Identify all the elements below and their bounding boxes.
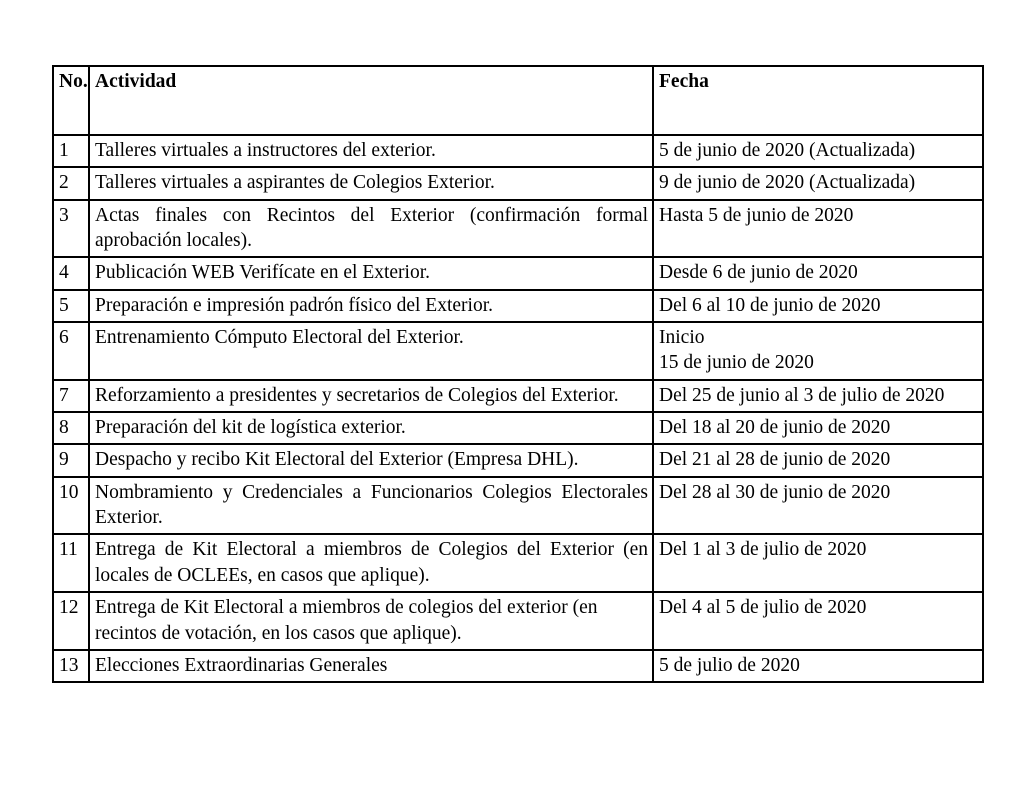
- table-row: [53, 200, 983, 258]
- date-cell: [653, 322, 983, 380]
- schedule-table: [52, 65, 984, 683]
- activity-cell: Actas finales con Recintos del Exterior (confirmación formal aprobación locales).: [89, 200, 653, 258]
- activity-cell: Talleres virtuales a aspirantes de Colegios Exterior.: [89, 167, 653, 199]
- date-cell: Del 28 al 30 de junio de 2020: [653, 477, 983, 535]
- table-row: [53, 534, 983, 592]
- row-number: 11: [53, 534, 89, 592]
- row-number: 12: [53, 592, 89, 650]
- date-cell: 5 de junio de 2020 (Actualizada): [653, 135, 983, 167]
- table-row: [53, 290, 983, 322]
- row-number: 10: [53, 477, 89, 535]
- row-number: 8: [53, 412, 89, 444]
- row-number: 5: [53, 290, 89, 322]
- column-header-fecha: Fecha: [653, 66, 983, 135]
- table-row: [53, 650, 983, 682]
- activity-cell: Entrega de Kit Electoral a miembros de colegios del exterior (en recintos de votación, en los casos que aplique).: [89, 592, 653, 650]
- row-number: 1: [53, 135, 89, 167]
- activity-cell: Despacho y recibo Kit Electoral del Exterior (Empresa DHL).: [89, 444, 653, 476]
- activity-cell: Publicación WEB Verifícate en el Exterior.: [89, 257, 653, 289]
- table-row: [53, 257, 983, 289]
- date-cell: Del 6 al 10 de junio de 2020: [653, 290, 983, 322]
- table-body: [53, 135, 983, 682]
- table-row: [53, 167, 983, 199]
- activity-cell: Reforzamiento a presidentes y secretarios de Colegios del Exterior.: [89, 380, 653, 412]
- activity-cell: Preparación e impresión padrón físico del Exterior.: [89, 290, 653, 322]
- row-number: 2: [53, 167, 89, 199]
- activity-cell: Entrenamiento Cómputo Electoral del Exterior.: [89, 322, 653, 380]
- date-line: 15 de junio de 2020: [659, 352, 814, 374]
- row-number: 6: [53, 322, 89, 380]
- date-cell: Del 1 al 3 de julio de 2020: [653, 534, 983, 592]
- date-cell: Del 4 al 5 de julio de 2020: [653, 592, 983, 650]
- table-row: [53, 444, 983, 476]
- row-number: 9: [53, 444, 89, 476]
- row-number: 13: [53, 650, 89, 682]
- activity-cell: Nombramiento y Credenciales a Funcionarios Colegios Electorales Exterior.: [89, 477, 653, 535]
- row-number: 3: [53, 200, 89, 258]
- date-cell: Hasta 5 de junio de 2020: [653, 200, 983, 258]
- table-row: [53, 412, 983, 444]
- table-row: [53, 322, 983, 380]
- header-row: [53, 66, 983, 135]
- row-number: 7: [53, 380, 89, 412]
- activity-cell: Preparación del kit de logística exterior.: [89, 412, 653, 444]
- table-header: [53, 66, 983, 135]
- date-line: Inicio: [659, 327, 705, 349]
- date-cell: Del 25 de junio al 3 de julio de 2020: [653, 380, 983, 412]
- column-header-no: No.: [53, 66, 89, 135]
- table-row: [53, 135, 983, 167]
- column-header-actividad: Actividad: [89, 66, 653, 135]
- activity-cell: Elecciones Extraordinarias Generales: [89, 650, 653, 682]
- date-cell: Desde 6 de junio de 2020: [653, 257, 983, 289]
- date-cell: 5 de julio de 2020: [653, 650, 983, 682]
- date-cell: 9 de junio de 2020 (Actualizada): [653, 167, 983, 199]
- table-row: [53, 477, 983, 535]
- activity-cell: Entrega de Kit Electoral a miembros de Colegios del Exterior (en locales de OCLEEs, en casos que aplique).: [89, 534, 653, 592]
- row-number: 4: [53, 257, 89, 289]
- date-cell: Del 18 al 20 de junio de 2020: [653, 412, 983, 444]
- table-row: [53, 380, 983, 412]
- activity-cell: Talleres virtuales a instructores del exterior.: [89, 135, 653, 167]
- table-row: [53, 592, 983, 650]
- date-cell: Del 21 al 28 de junio de 2020: [653, 444, 983, 476]
